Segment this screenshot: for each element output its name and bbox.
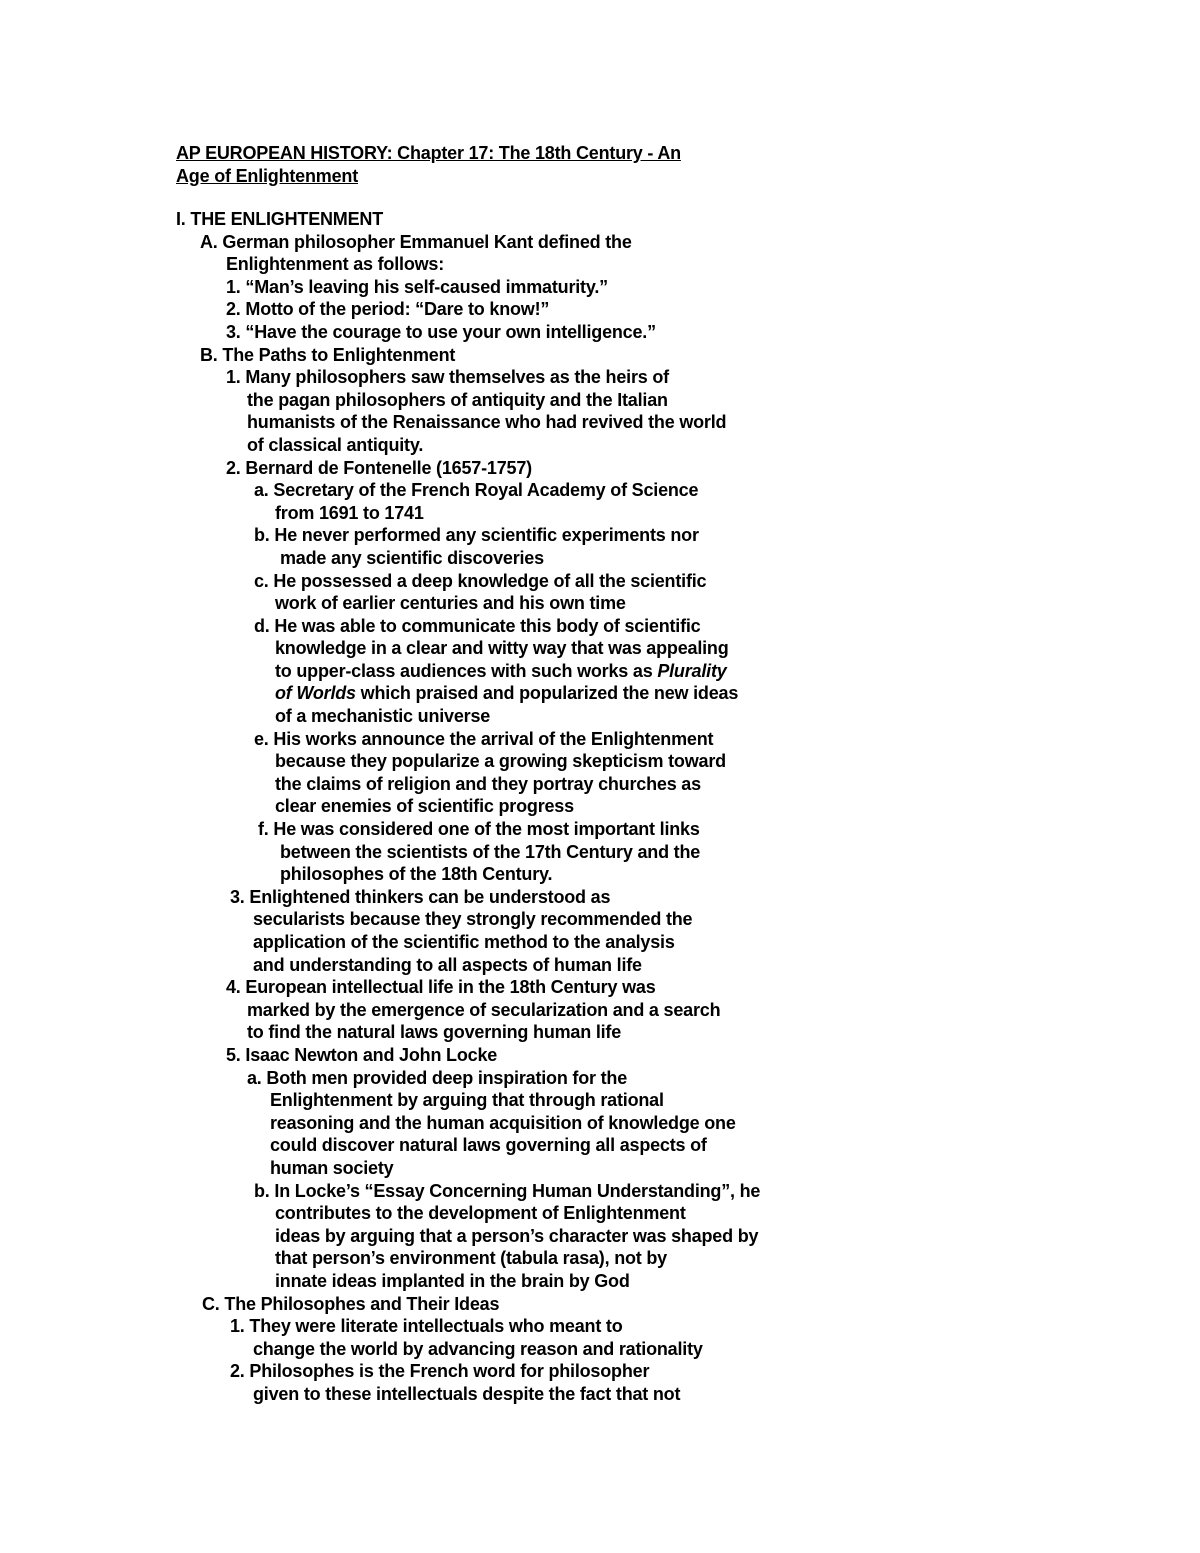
title-line-1: AP EUROPEAN HISTORY: Chapter 17: The 18th Century - An [176, 143, 681, 163]
outline-continuation: between the scientists of the 17th Century and the [280, 841, 701, 862]
book-title-italic: of Worlds [275, 683, 356, 704]
outline-continuation: that person’s environment (tabula rasa), not by [275, 1248, 667, 1269]
outline-item-B-5-a: a. Both men provided deep inspiration for the [247, 1067, 628, 1088]
outline-item-B-2-e: e. His works announce the arrival of the Enlightenment [254, 728, 714, 749]
title-line-2: Age of Enlightenment [176, 165, 358, 186]
outline-item-B-2: 2. Bernard de Fontenelle (1657-1757) [226, 457, 532, 478]
outline-item-B-1: 1. Many philosophers saw themselves as the heirs of [226, 367, 669, 388]
outline-item-B-2-d: d. He was able to communicate this body of scientific [254, 615, 701, 636]
book-title-italic: Plurality [657, 660, 727, 681]
outline-continuation: the pagan philosophers of antiquity and the Italian [247, 389, 668, 410]
outline-continuation: humanists of the Renaissance who had revived the world [247, 412, 727, 433]
outline-item-C-1: 1. They were literate intellectuals who meant to [230, 1316, 623, 1337]
outline-item-B-3: 3. Enlightened thinkers can be understood as [230, 886, 611, 907]
outline-continuation: Enlightenment as follows: [226, 254, 445, 275]
outline-continuation: secularists because they strongly recommended the [253, 909, 693, 930]
outline-continuation: of classical antiquity. [247, 434, 424, 455]
outline-continuation: made any scientific discoveries [280, 547, 544, 568]
outline-item-B-2-a: a. Secretary of the French Royal Academy of Science [254, 480, 699, 501]
outline-item-B-2-c: c. He possessed a deep knowledge of all the scientific [254, 570, 707, 591]
outline-item-B-2-f: f. He was considered one of the most important links [258, 819, 700, 840]
outline-continuation: clear enemies of scientific progress [275, 796, 574, 817]
document-title [176, 142, 816, 187]
outline-continuation: of Worlds which praised and popularized the new ideas [275, 683, 739, 704]
outline [0, 208, 1200, 1405]
outline-continuation: and understanding to all aspects of human life [253, 954, 642, 975]
outline-continuation: ideas by arguing that a person’s character was shaped by [275, 1225, 759, 1246]
outline-continuation: to upper-class audiences with such works as Plurality [275, 660, 727, 681]
outline-continuation: Enlightenment by arguing that through rational [270, 1090, 664, 1111]
outline-item-A-1: 1. “Man’s leaving his self-caused immaturity.” [226, 276, 608, 297]
outline-continuation: the claims of religion and they portray churches as [275, 773, 701, 794]
outline-item-A-2: 2. Motto of the period: “Dare to know!” [226, 299, 550, 320]
outline-item-C: C. The Philosophes and Their Ideas [202, 1293, 500, 1314]
outline-continuation: reasoning and the human acquisition of knowledge one [270, 1112, 736, 1133]
outline-continuation: application of the scientific method to the analysis [253, 932, 675, 952]
outline-continuation: could discover natural laws governing all aspects of [270, 1135, 707, 1156]
outline-continuation: contributes to the development of Enlightenment [275, 1203, 686, 1224]
outline-item-C-2: 2. Philosophes is the French word for philosopher [230, 1361, 650, 1382]
outline-continuation: given to these intellectuals despite the fact that not [253, 1383, 681, 1404]
outline-continuation: because they popularize a growing skepticism toward [275, 751, 726, 772]
section-heading: I. THE ENLIGHTENMENT [176, 209, 383, 229]
outline-continuation: from 1691 to 1741 [275, 502, 424, 523]
outline-continuation: of a mechanistic universe [275, 706, 491, 727]
outline-continuation: marked by the emergence of secularization and a search [247, 999, 721, 1020]
outline-continuation: to find the natural laws governing human life [247, 1022, 622, 1043]
outline-continuation: change the world by advancing reason and rationality [253, 1338, 703, 1359]
outline-item-B-4: 4. European intellectual life in the 18th Century was [226, 977, 656, 998]
outline-continuation: philosophes of the 18th Century. [280, 864, 553, 885]
outline-continuation: knowledge in a clear and witty way that was appealing [275, 638, 729, 659]
outline-continuation: work of earlier centuries and his own time [275, 593, 626, 614]
outline-continuation: human society [270, 1157, 394, 1178]
outline-item-B-2-b: b. He never performed any scientific experiments nor [254, 525, 699, 546]
outline-continuation: innate ideas implanted in the brain by God [275, 1270, 630, 1291]
outline-item-B: B. The Paths to Enlightenment [200, 344, 456, 365]
outline-item-B-5-b: b. In Locke’s “Essay Concerning Human Understanding”, he [254, 1180, 761, 1201]
outline-item-A: A. German philosopher Emmanuel Kant defined the [200, 231, 632, 252]
outline-item-A-3: 3. “Have the courage to use your own intelligence.” [226, 321, 656, 342]
outline-item-B-5: 5. Isaac Newton and John Locke [226, 1044, 498, 1065]
